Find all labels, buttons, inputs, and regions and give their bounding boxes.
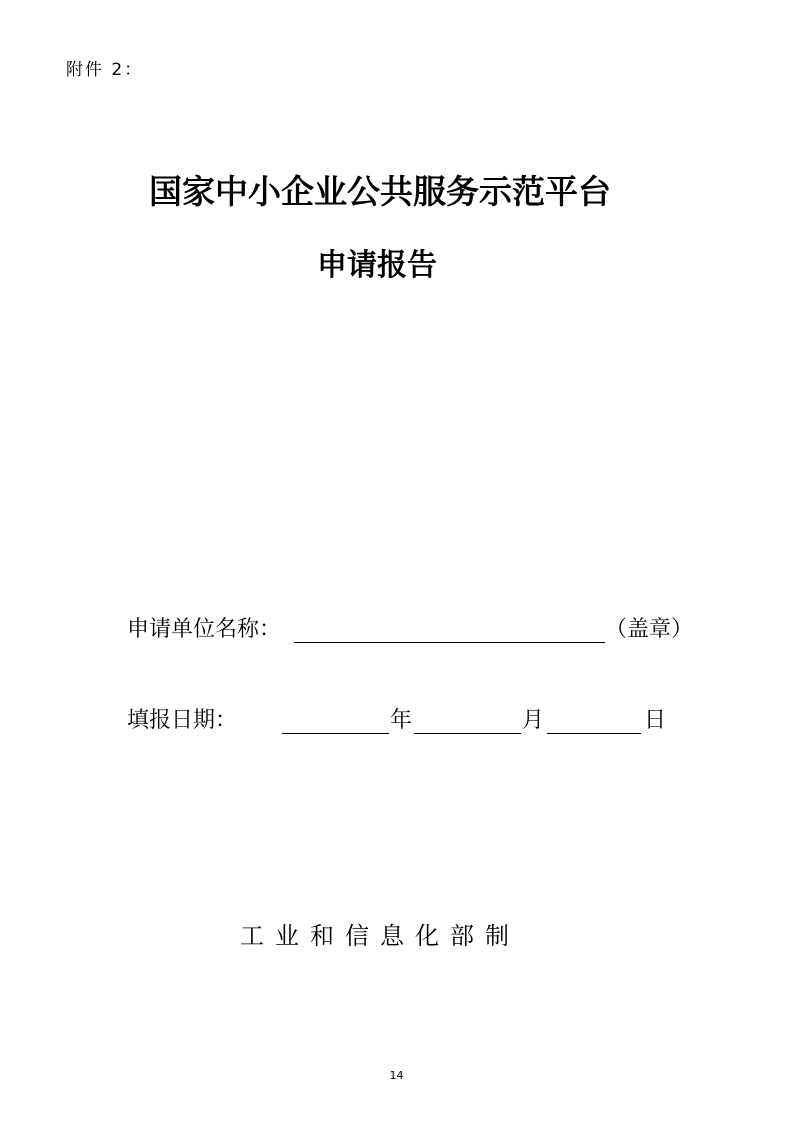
issuer-footer: 工业和信息化部制 <box>240 922 520 950</box>
unit-name-blank[interactable] <box>294 642 605 643</box>
page-number: 14 <box>389 1069 404 1082</box>
document-title: 国家中小企业公共服务示范平台 <box>149 172 611 211</box>
seal-note: （盖章） <box>605 617 694 642</box>
date-label: 填报日期： <box>127 708 238 733</box>
year-suffix: 年 <box>390 708 413 733</box>
day-suffix: 日 <box>644 708 667 733</box>
unit-name-label: 申请单位名称： <box>127 617 282 642</box>
year-blank[interactable] <box>282 733 389 734</box>
document-subtitle: 申请报告 <box>317 248 437 283</box>
month-blank[interactable] <box>414 733 521 734</box>
month-suffix: 月 <box>522 708 545 733</box>
attachment-label: 附件 2： <box>66 60 144 80</box>
day-blank[interactable] <box>547 733 641 734</box>
